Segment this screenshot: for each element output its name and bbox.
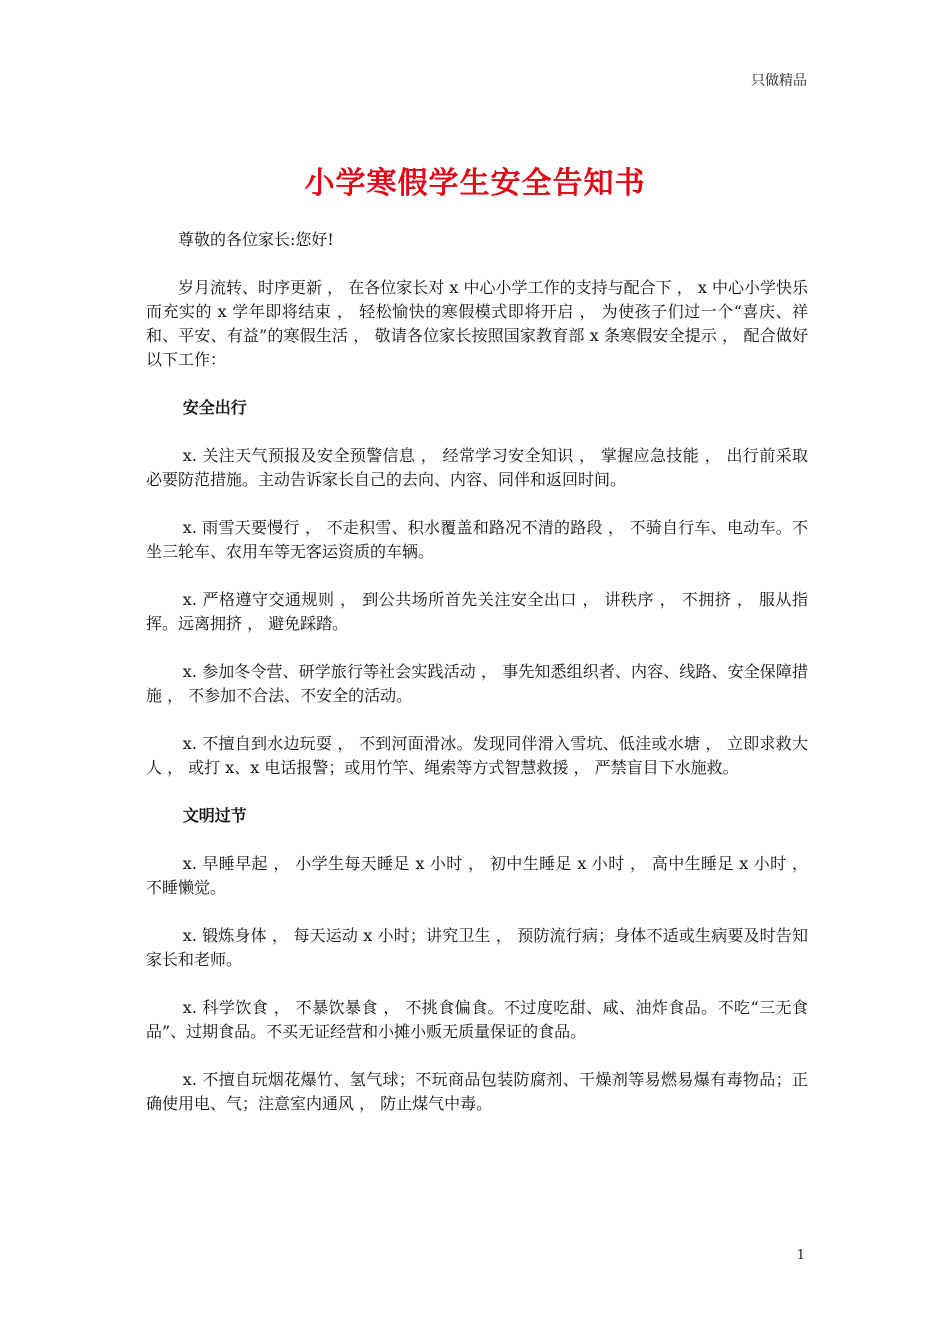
intro-paragraph: 岁月流转、时序更新 ， 在各位家长对 x 中心小学工作的支持与配合下 ， x 中心小学快乐而充实的 x 学年即将结束 ， 轻松愉快的寒假模式即将开启 ， 为使孩子们过一个“喜庆、祥和、平安、有益”的寒假生活 ， 敬请各位家长按照国家教育部 x 条寒假安全提示 ， 配合做好以下工作： — [146, 278, 808, 369]
list-item: x. 参加冬令营、研学旅行等社会实践活动 ， 事先知悉组织者、内容、线路、安全保障措施 ， 不参加不合法、不安全的活动。 — [146, 662, 808, 705]
page-number: 1 — [796, 1248, 805, 1263]
list-item: x. 关注天气预报及安全预警信息 ， 经常学习安全知识 ， 掌握应急技能 ， 出行前采取必要防范措施。主动告诉家长自己的去向、内容、同伴和返回时间。 — [146, 446, 808, 489]
list-item: x. 科学饮食 ， 不暴饮暴食 ， 不挑食偏食。不过度吃甜、咸、油炸食品。不吃“三无食品”、过期食品。不买无证经营和小摊小贩无质量保证的食品。 — [146, 998, 808, 1041]
list-item: x. 早睡早起 ， 小学生每天睡足 x 小时 ， 初中生睡足 x 小时 ， 高中生睡足 x 小时 ， 不睡懒觉。 — [146, 854, 808, 897]
document-title: 小学寒假学生安全告知书 — [304, 166, 646, 201]
list-item: x. 不擅自玩烟花爆竹、氢气球；不玩商品包装防腐剂、干燥剂等易燃易爆有毒物品；正确使用电、气；注意室内通风 ， 防止煤气中毒。 — [146, 1070, 808, 1113]
greeting: 尊敬的各位家长:您好! — [178, 230, 334, 249]
list-item: x. 雨雪天要慢行 ， 不走积雪、积水覆盖和路况不清的路段 ， 不骑自行车、电动车。不坐三轮车、农用车等无客运资质的车辆。 — [146, 518, 808, 561]
section-heading-safe-travel: 安全出行 — [182, 398, 247, 417]
list-item: x. 不擅自到水边玩耍 ， 不到河面滑冰。发现同伴滑入雪坑、低洼或水塘 ， 立即求救大人 ， 或打 x、x 电话报警；或用竹竿、绳索等方式智慧救援 ， 严禁盲目下水施救。 — [146, 734, 808, 777]
document-body — [146, 228, 808, 1140]
list-item: x. 严格遵守交通规则 ， 到公共场所首先关注安全出口 ， 讲秩序 ， 不拥挤 ， 服从指挥。远离拥挤 ， 避免踩踏。 — [146, 590, 808, 633]
header-note: 只做精品 — [751, 73, 807, 89]
section-heading-civilized-holiday: 文明过节 — [182, 806, 247, 825]
list-item: x. 锻炼身体 ， 每天运动 x 小时；讲究卫生 ， 预防流行病；身体不适或生病要及时告知家长和老师。 — [146, 926, 808, 969]
